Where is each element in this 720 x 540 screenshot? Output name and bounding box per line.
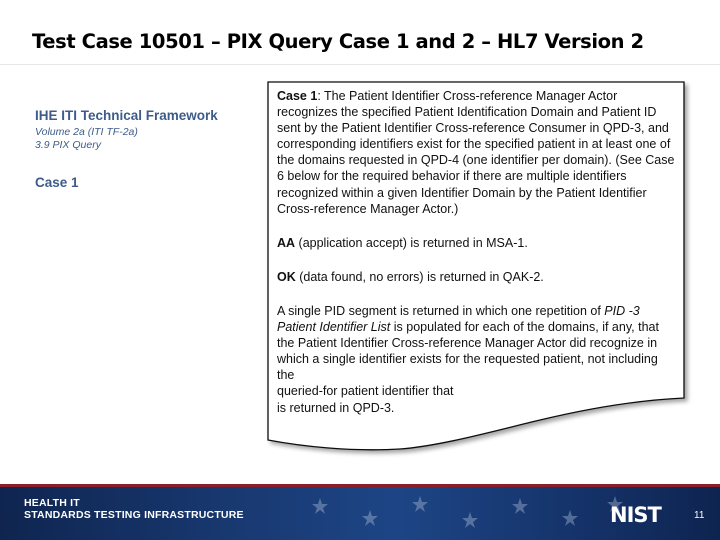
- case-label: Case 1: [35, 175, 79, 190]
- framework-section: 3.9 PIX Query: [35, 139, 101, 151]
- aa-paragraph: [277, 235, 675, 251]
- footer-stripe: [0, 484, 720, 487]
- ok-paragraph: [277, 269, 675, 285]
- case1-paragraph: [277, 88, 675, 217]
- framework-volume: Volume 2a (ITI TF-2a): [35, 126, 138, 138]
- case1-body: : The Patient Identifier Cross-reference Manager Actor recognizes the specified Patient Identification Domain and Patient ID sent by the Patient Identifier Cross-reference Consumer in QPD-3, and corresponding identifiers exist for the specified patient in at least one of the domains requested in QPD-4 (one identifier per domain). (See Case 6 below for the required behavior if there are multiple identifiers recognized within a given Identifier Domain by the Patient Identifier Cross-reference Manager Actor.): [277, 89, 675, 216]
- case1-lead: Case 1: [277, 89, 318, 103]
- ok-lead: OK: [277, 269, 296, 284]
- case-description: [277, 88, 675, 416]
- pid-text-c: is populated for each of the domains, if any, that the Patient Identifier Cross-reference Manager Actor did recognize in which a single identifier exists for the requested patient, not including the: [277, 320, 659, 383]
- ok-body: (data found, no errors) is returned in QAK-2.: [295, 269, 544, 284]
- footer-line1: HEALTH IT: [24, 497, 80, 509]
- pid-text-line3: is returned in QPD-3.: [277, 400, 395, 415]
- framework-heading: IHE ITI Technical Framework: [35, 108, 218, 123]
- footer-line2: STANDARDS TESTING INFRASTRUCTURE: [24, 509, 244, 521]
- aa-body: (application accept) is returned in MSA-1.: [295, 235, 528, 250]
- pid-text-a: A single PID segment is returned in which one repetition of: [277, 303, 605, 318]
- pid-field-name: PID -3 Patient Identifier List: [277, 303, 640, 335]
- aa-lead: AA: [277, 235, 296, 250]
- pid-text-line2: queried-for patient identifier that: [277, 384, 454, 399]
- nist-logo-text: NIST: [610, 503, 661, 525]
- nist-logo: [610, 503, 672, 525]
- page-number: 11: [694, 510, 705, 521]
- footer-program-name: [24, 497, 244, 521]
- page-title: Test Case 10501 – PIX Query Case 1 and 2 – HL7 Version 2: [32, 30, 644, 53]
- stars-decoration: [300, 492, 640, 536]
- pid-paragraph: [277, 303, 675, 416]
